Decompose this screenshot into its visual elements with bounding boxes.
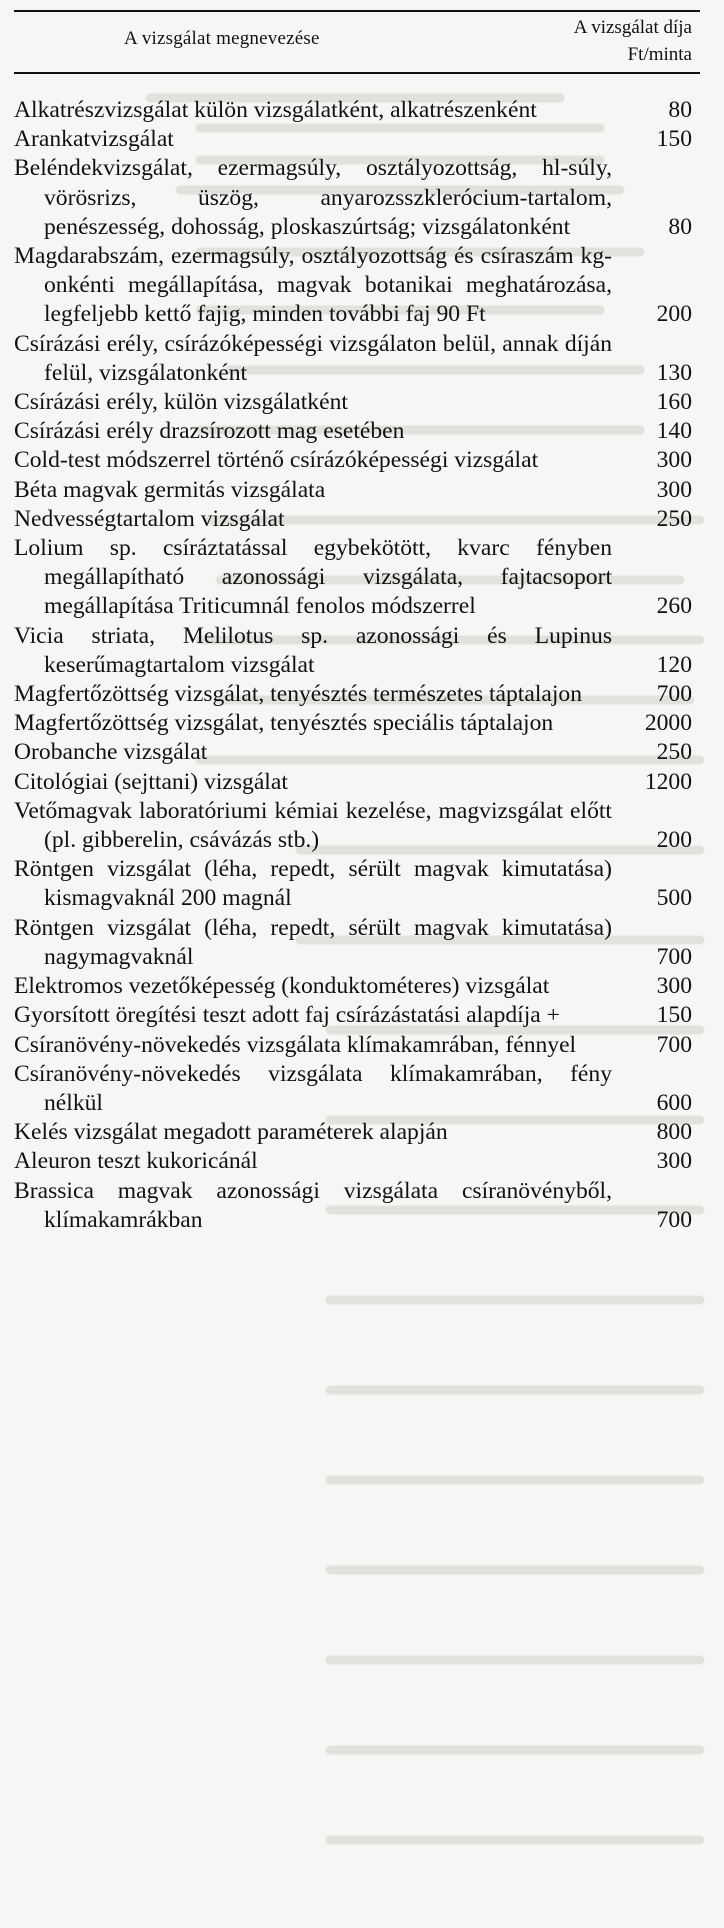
header-rule [14, 72, 700, 74]
exam-name: Brassica magvak azonossági vizsgálata csíranövényből, klímakamrákban [14, 1177, 612, 1233]
table-row [14, 242, 700, 330]
table-row [14, 914, 700, 972]
exam-name: Lolium sp. csíráztatással egybekötött, kvarc fényben megállapítható azonossági vizsgálata, fajtacsoport megállapítása Triticumnál fenolos módszerrel [14, 535, 612, 620]
table-row [14, 768, 700, 797]
exam-price: 130 [656, 359, 692, 386]
table-row [14, 154, 700, 242]
exam-price: 2000 [644, 710, 692, 737]
header-exam-fee [532, 14, 692, 68]
exam-name: Röntgen vizsgálat (léha, repedt, sérült magvak kimutatása) kismagvaknál 200 magnál [14, 856, 612, 912]
exam-name: Csírázási erély drazsírozott mag esetében [14, 418, 405, 445]
exam-name: Magfertőzöttség vizsgálat, tenyésztés speciális táptalajon [14, 710, 554, 737]
table-row [14, 1031, 700, 1060]
header-fee-line-2: Ft/minta [627, 44, 692, 65]
table-top-rule [14, 10, 700, 12]
table-row [14, 446, 700, 475]
exam-price: 700 [656, 681, 692, 708]
exam-name: Csíranövény-növekedés vizsgálata klímakamrában, fény nélkül [14, 1060, 612, 1116]
exam-price: 80 [668, 213, 692, 240]
table-row [14, 738, 700, 767]
exam-price: 200 [656, 827, 692, 854]
exam-name: Elektromos vezetőképesség (konduktométeres) vizsgálat [14, 973, 550, 1000]
exam-name: Gyorsított öregítési teszt adott faj csírázástatási alapdíja + [14, 1002, 560, 1029]
exam-price: 600 [656, 1089, 692, 1116]
exam-price: 150 [656, 126, 692, 153]
exam-price: 1200 [644, 768, 692, 795]
table-row [14, 1118, 700, 1147]
table-row [14, 330, 700, 388]
exam-price: 140 [656, 418, 692, 445]
table-row [14, 1177, 700, 1235]
exam-name: Vicia striata, Melilotus sp. azonossági és Lupinus keserűmagtartalom vizsgálat [14, 622, 612, 678]
table-row [14, 388, 700, 417]
header-exam-name: A vizsgálat megnevezése [124, 28, 320, 49]
exam-name: Magdarabszám, ezermagsúly, osztályozottság és csíraszám kg-onkénti megállapítása, magvak botanikai meghatározása, legfeljebb kettő fajig, minden további faj 90 Ft [14, 243, 612, 328]
header-fee-line-1: A vizsgálat díja [573, 17, 692, 38]
table-row [14, 534, 700, 622]
table-row [14, 476, 700, 505]
exam-price: 300 [656, 1148, 692, 1175]
exam-name: Béta magvak germitás vizsgálata [14, 476, 326, 503]
table-row [14, 417, 700, 446]
exam-price: 300 [656, 973, 692, 1000]
exam-price: 150 [656, 1002, 692, 1029]
exam-name: Cold-test módszerrel történő csírázóképességi vizsgálat [14, 447, 539, 474]
table-row [14, 1001, 700, 1030]
exam-name: Csírázási erély, csírázóképességi vizsgálaton belül, annak díján felül, vizsgálatonként [14, 330, 612, 386]
table-row [14, 709, 700, 738]
exam-name: Beléndekvizsgálat, ezermagsúly, osztályozottság, hl-súly, vörösrizs, üszög, anyarozsszklerócium-tartalom, penészesség, dohosság, ploskaszúrtság; vizsgálatonként [14, 155, 612, 240]
exam-price: 160 [656, 389, 692, 416]
exam-name: Arankatvizsgálat [14, 126, 174, 153]
exam-name: Röntgen vizsgálat (léha, repedt, sérült magvak kimutatása) nagymagvaknál [14, 914, 612, 970]
exam-name: Aleuron teszt kukoricánál [14, 1148, 258, 1175]
exam-price: 800 [656, 1119, 692, 1146]
table-body [14, 96, 700, 1235]
exam-price: 300 [656, 447, 692, 474]
table-row [14, 96, 700, 125]
exam-price: 700 [656, 1031, 692, 1058]
table-row [14, 505, 700, 534]
exam-name: Magfertőzöttség vizsgálat, tenyésztés természetes táptalajon [14, 681, 582, 708]
table-row [14, 1060, 700, 1118]
table-row [14, 680, 700, 709]
exam-price: 300 [656, 476, 692, 503]
exam-name: Alkatrészvizsgálat külön vizsgálatként, alkatrészenként [14, 97, 537, 123]
exam-name: Kelés vizsgálat megadott paraméterek alapján [14, 1119, 448, 1146]
exam-name: Orobanche vizsgálat [14, 739, 208, 766]
exam-name: Citológiai (sejttani) vizsgálat [14, 768, 288, 795]
table-row [14, 972, 700, 1001]
exam-price: 200 [656, 301, 692, 328]
exam-price: 250 [656, 505, 692, 532]
exam-price: 500 [656, 885, 692, 912]
exam-price: 700 [656, 1206, 692, 1233]
table-row [14, 622, 700, 680]
exam-price: 700 [656, 943, 692, 970]
table-row [14, 1147, 700, 1176]
table-row [14, 797, 700, 855]
exam-name: Csírázási erély, külön vizsgálatként [14, 389, 348, 416]
table-row [14, 125, 700, 154]
exam-name: Nedvességtartalom vizsgálat [14, 505, 285, 532]
exam-name: Csíranövény-növekedés vizsgálata klímakamrában, fénnyel [14, 1031, 577, 1058]
exam-price: 120 [656, 651, 692, 678]
table-row [14, 855, 700, 913]
exam-price: 80 [668, 97, 692, 123]
exam-price: 260 [656, 593, 692, 620]
exam-name: Vetőmagvak laboratóriumi kémiai kezelése, magvizsgálat előtt (pl. gibberelin, csávázás stb.) [14, 797, 612, 854]
exam-price: 250 [656, 739, 692, 766]
